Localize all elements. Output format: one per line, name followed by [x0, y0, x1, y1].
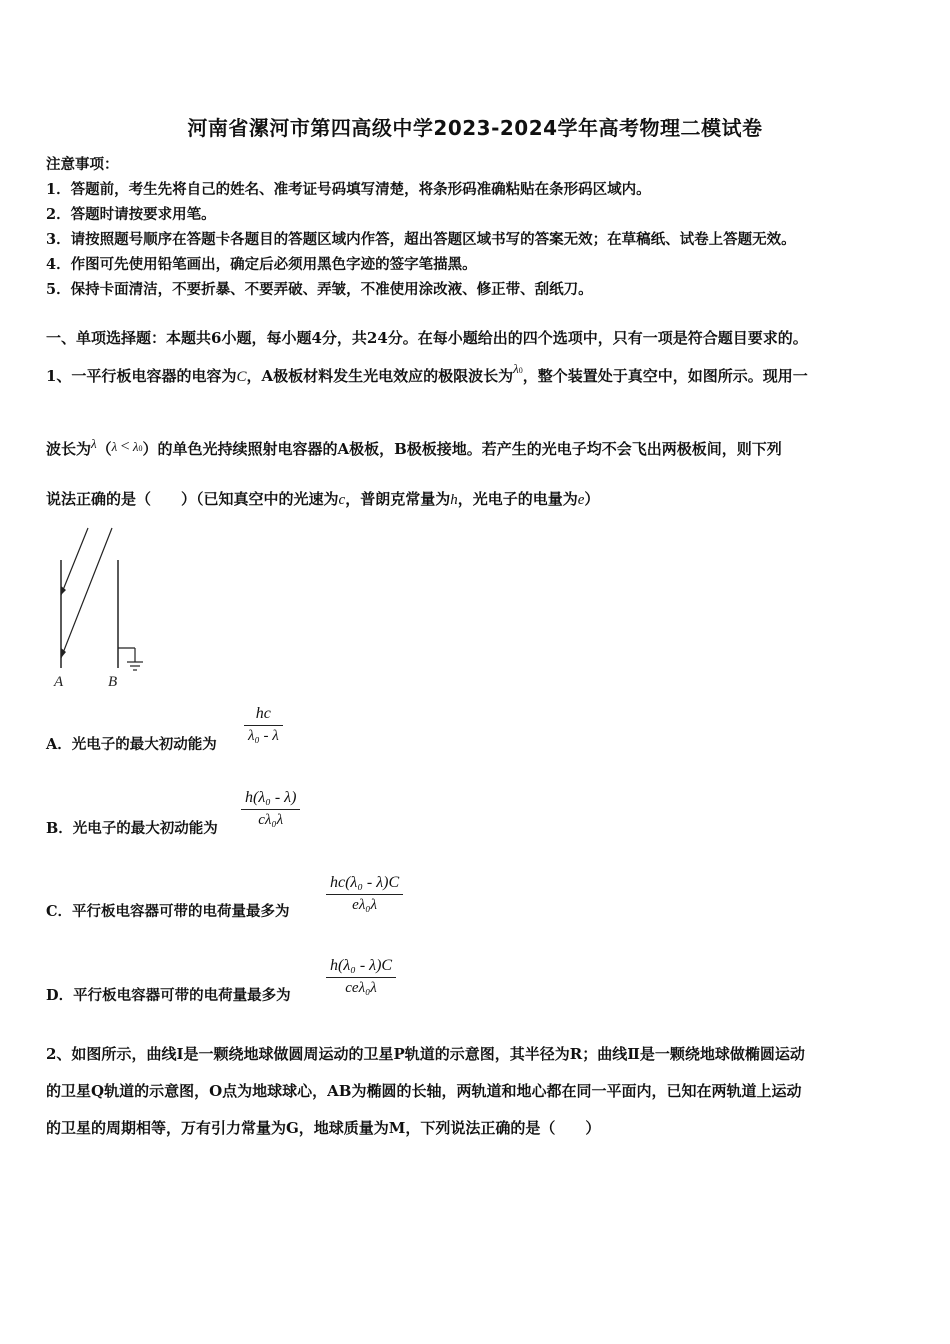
- notice-heading: 注意事项：: [46, 156, 119, 173]
- question-2-line-2: 的卫星Q轨道的示意图，O点为地球球心，AB为椭圆的长轴，两轨道和地心都在同一平面内，已知在两轨道上运动: [46, 1082, 802, 1100]
- option-c[interactable]: C．平行板电容器可带的电荷量最多为: [46, 903, 290, 920]
- notice-item: 4．作图可先使用铅笔画出，确定后必须用黑色字迹的签字笔描黑。: [46, 256, 477, 273]
- option-d-formula: h(λ₀ - λ)C ceλ₀λ: [326, 957, 396, 997]
- inequality: λ < λ0: [111, 438, 143, 455]
- lambda0-symbol: λ0: [513, 361, 523, 376]
- question-2-line-3: 的卫星的周期相等，万有引力常量为G，地球质量为M，下列说法正确的是（ ）: [46, 1119, 601, 1137]
- notice-item: 5．保持卡面清洁，不要折暴、不要弄破、弄皱，不准使用涂改液、修正带、刮纸刀。: [46, 281, 593, 298]
- notice-item: 2．答题时请按要求用笔。: [46, 206, 216, 223]
- page-title: 河南省漯河市第四高级中学2023-2024学年高考物理二模试卷: [187, 116, 763, 140]
- option-b-formula: h(λ₀ - λ) cλ₀λ: [241, 789, 300, 829]
- option-d[interactable]: D．平行板电容器可带的电荷量最多为: [46, 987, 291, 1004]
- question-1-line-3: 说法正确的是（ ）（已知真空中的光速为c，普朗克常量为h，光电子的电量为e）: [46, 490, 600, 508]
- light-ray: [61, 528, 88, 595]
- option-b[interactable]: B．光电子的最大初动能为: [46, 820, 218, 837]
- question-1-line-1: 1、一平行板电容器的电容为C，A极板材料发生光电效应的极限波长为λ0，整个装置处于真空中，如图所示。现用一: [46, 361, 808, 385]
- section-heading: 一、单项选择题：本题共6小题，每小题4分，共24分。在每小题给出的四个选项中，只有一项是符合题目要求的。: [46, 329, 808, 347]
- option-c-formula: hc(λ₀ - λ)C eλ₀λ: [326, 874, 403, 914]
- notice-item: 1．答题前，考生先将自己的姓名、准考证号码填写清楚，将条形码准确粘贴在条形码区域内。: [46, 181, 651, 198]
- option-a[interactable]: A．光电子的最大初动能为: [46, 736, 217, 753]
- label-a: A: [54, 674, 64, 690]
- question-2-line-1: 2、如图所示，曲线Ⅰ是一颗绕地球做圆周运动的卫星P轨道的示意图，其半径为R；曲线Ⅱ是一颗绕地球做椭圆运动: [46, 1045, 805, 1063]
- capacitor-figure: [48, 520, 158, 695]
- notice-item: 3．请按照题号顺序在答题卡各题目的答题区域内作答，超出答题区域书写的答案无效；在草稿纸、试卷上答题无效。: [46, 231, 796, 248]
- lambda-symbol: λ: [91, 436, 97, 451]
- light-ray: [61, 528, 112, 658]
- question-1-line-2: 波长为λ（λ < λ0）的单色光持续照射电容器的A极板，B极板接地。若产生的光电子均不会飞出两极板间，则下列: [46, 436, 782, 458]
- arrow-head: [61, 648, 66, 658]
- option-a-formula: hc λ₀ - λ: [244, 705, 283, 745]
- label-b: B: [108, 674, 118, 690]
